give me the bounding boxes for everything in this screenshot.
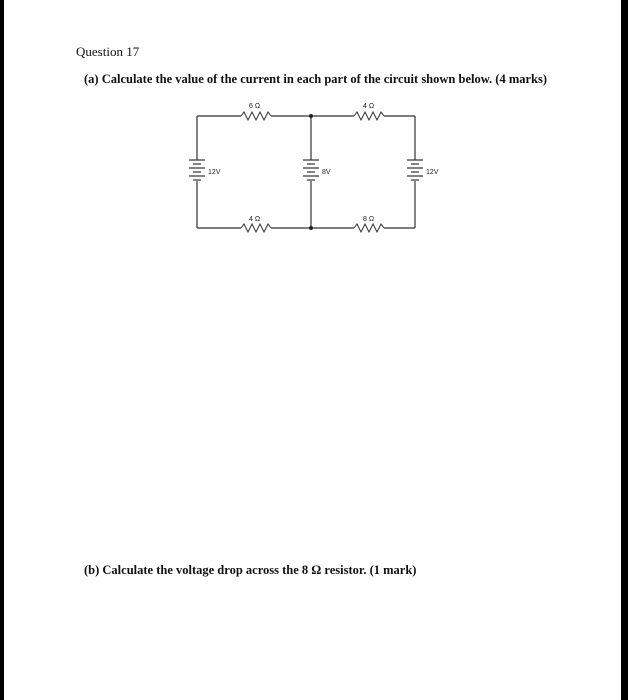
circuit-wires [197,116,415,228]
label-battery-right: 12V [426,169,439,176]
part-b-text: (b) Calculate the voltage drop across the 8 Ω resistor. (1 mark) [84,563,417,577]
label-resistor-top-right: 4 Ω [363,103,375,110]
question-title: Question 17 [76,44,140,59]
label-battery-middle: 8V [322,169,331,176]
part-a-text: (a) Calculate the value of the current in each part of the circuit shown below. (4 marks) [84,72,548,86]
battery-left [189,160,205,180]
label-battery-left: 12V [208,169,221,176]
battery-right [407,160,423,180]
worksheet-page [4,0,621,700]
battery-middle [303,160,319,180]
label-resistor-bottom-left: 4 Ω [249,216,261,223]
junction-top [309,114,313,118]
resistor-bottom-left [241,224,271,232]
circuit-diagram [4,0,621,700]
junction-bottom [309,226,313,230]
resistor-top-left [241,112,271,120]
resistor-bottom-right [354,224,384,232]
label-resistor-top-left: 6 Ω [249,103,261,110]
resistor-top-right [354,112,384,120]
label-resistor-bottom-right: 8 Ω [363,216,375,223]
